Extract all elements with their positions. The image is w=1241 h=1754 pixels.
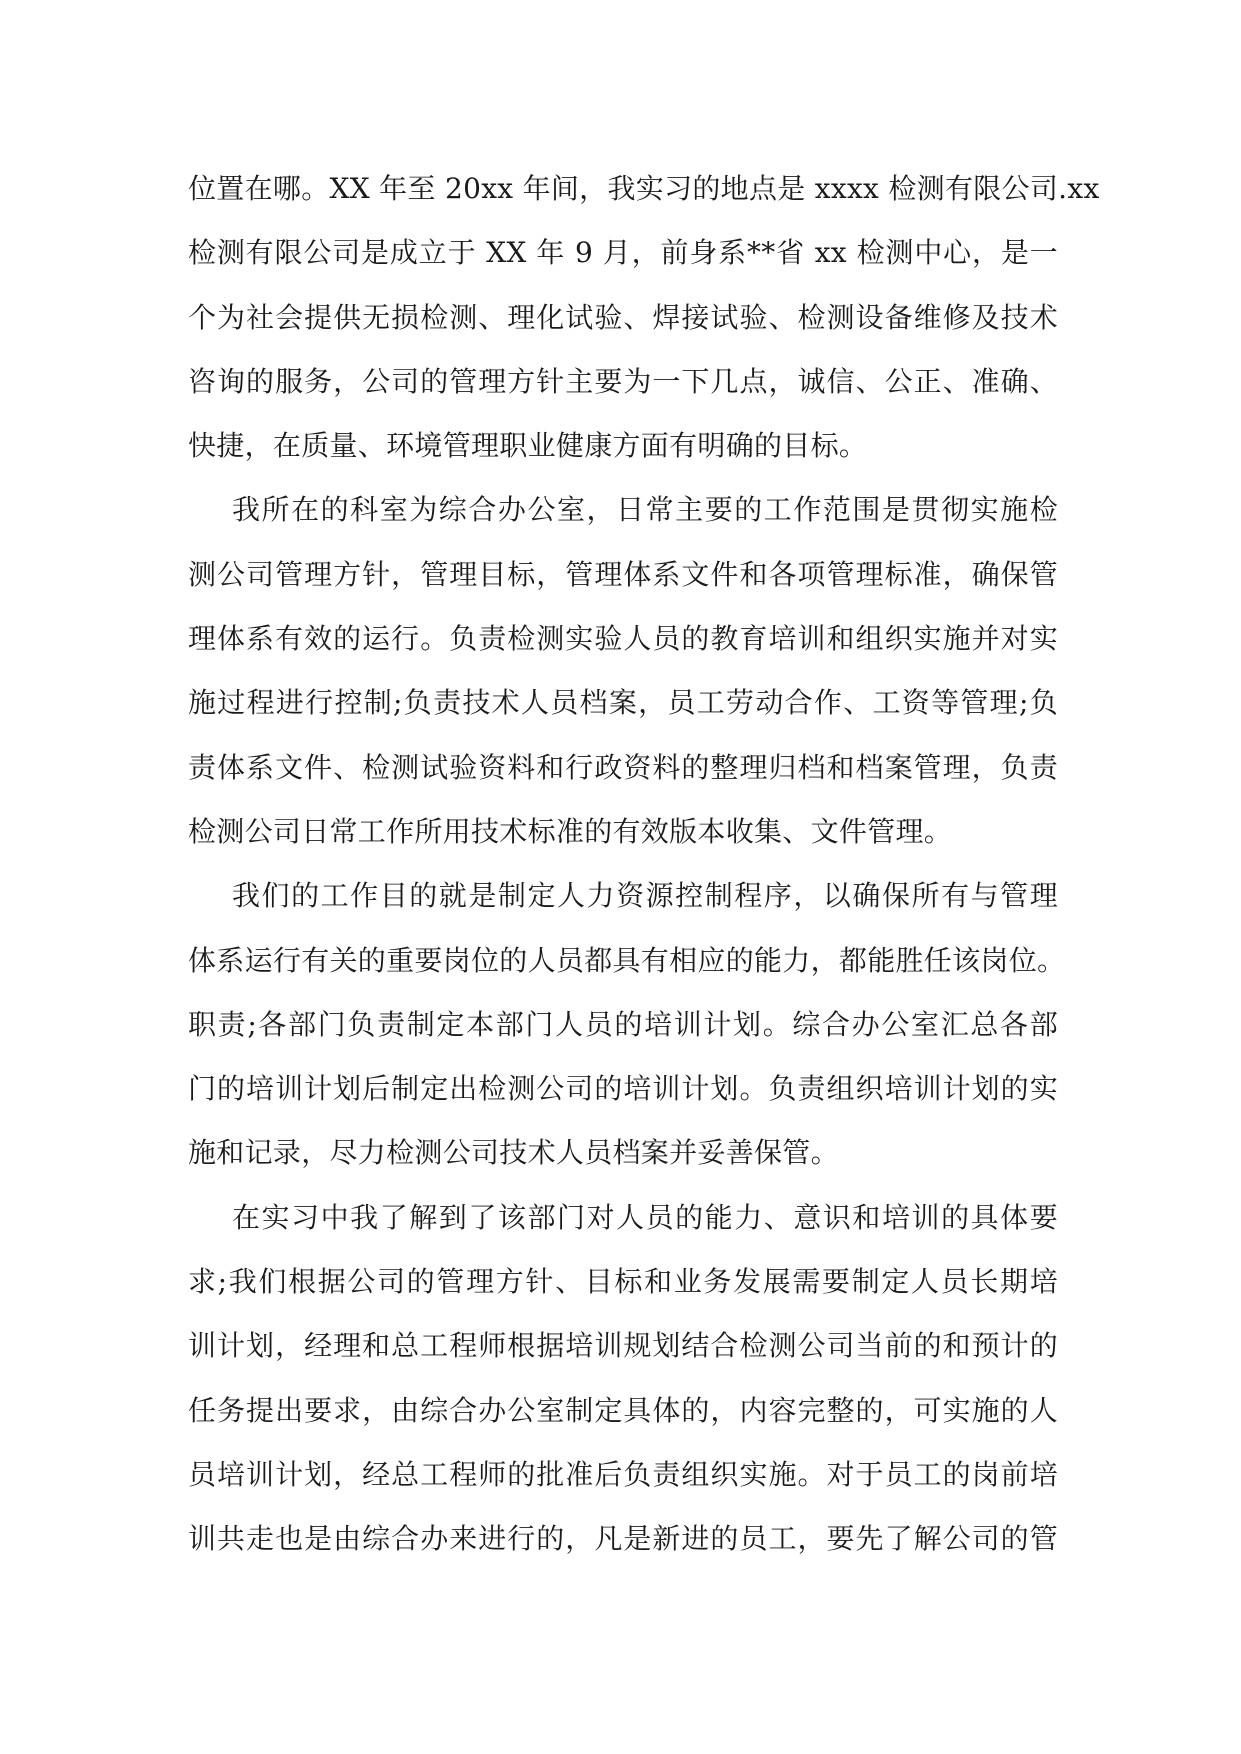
text-line: 责体系文件、检测试验资料和行政资料的整理归档和档案管理，负责: [188, 750, 1058, 784]
text-line: 位置在哪。XX 年至 20xx 年间，我实习的地点是 xxxx 检测有限公司.xx: [188, 172, 1100, 205]
text-line: 检测有限公司是成立于 XX 年 9 月，前身系**省 xx 检测中心，是一: [188, 236, 1058, 270]
text-line: 员培训计划，经总工程师的批准后负责组织实施。对于员工的岗前培: [188, 1457, 1058, 1491]
body-text: [188, 157, 1100, 1572]
text-line: 测公司管理方针，管理目标，管理体系文件和各项管理标准，确保管: [188, 557, 1058, 591]
text-line: 施和记录，尽力检测公司技术人员档案并妥善保管。: [188, 1136, 839, 1170]
paragraph-start-line: 我们的工作目的就是制定人力资源控制程序，以确保所有与管理: [232, 879, 1058, 913]
text-line: 训共走也是由综合办来进行的，凡是新进的员工，要先了解公司的管: [188, 1522, 1058, 1556]
text-line: 咨询的服务，公司的管理方针主要为一下几点，诚信、公正、准确、: [188, 364, 1058, 398]
text-line: 检测公司日常工作所用技术标准的有效版本收集、文件管理。: [188, 814, 953, 848]
text-line: 施过程进行控制;负责技术人员档案，员工劳动合作、工资等管理;负: [188, 686, 1058, 720]
text-line: 体系运行有关的重要岗位的人员都具有相应的能力，都能胜任该岗位。: [188, 943, 1066, 977]
text-line: 快捷，在质量、环境管理职业健康方面有明确的目标。: [188, 429, 868, 463]
text-line: 训计划，经理和总工程师根据培训规划结合检测公司当前的和预计的: [188, 1329, 1058, 1363]
text-line: 任务提出要求，由综合办公室制定具体的，内容完整的，可实施的人: [188, 1393, 1058, 1427]
text-line: 个为社会提供无损检测、理化试验、焊接试验、检测设备维修及技术: [188, 300, 1058, 334]
text-line: 门的培训计划后制定出检测公司的培训计划。负责组织培训计划的实: [188, 1072, 1058, 1106]
text-line: 求;我们根据公司的管理方针、目标和业务发展需要制定人员长期培: [188, 1265, 1058, 1299]
paragraph-start-line: 我所在的科室为综合办公室，日常主要的工作范围是贯彻实施检: [232, 493, 1058, 527]
text-line: 职责;各部门负责制定本部门人员的培训计划。综合办公室汇总各部: [188, 1007, 1058, 1041]
text-line: 理体系有效的运行。负责检测实验人员的教育培训和组织实施并对实: [188, 622, 1058, 656]
paragraph-start-line: 在实习中我了解到了该部门对人员的能力、意识和培训的具体要: [232, 1200, 1058, 1234]
